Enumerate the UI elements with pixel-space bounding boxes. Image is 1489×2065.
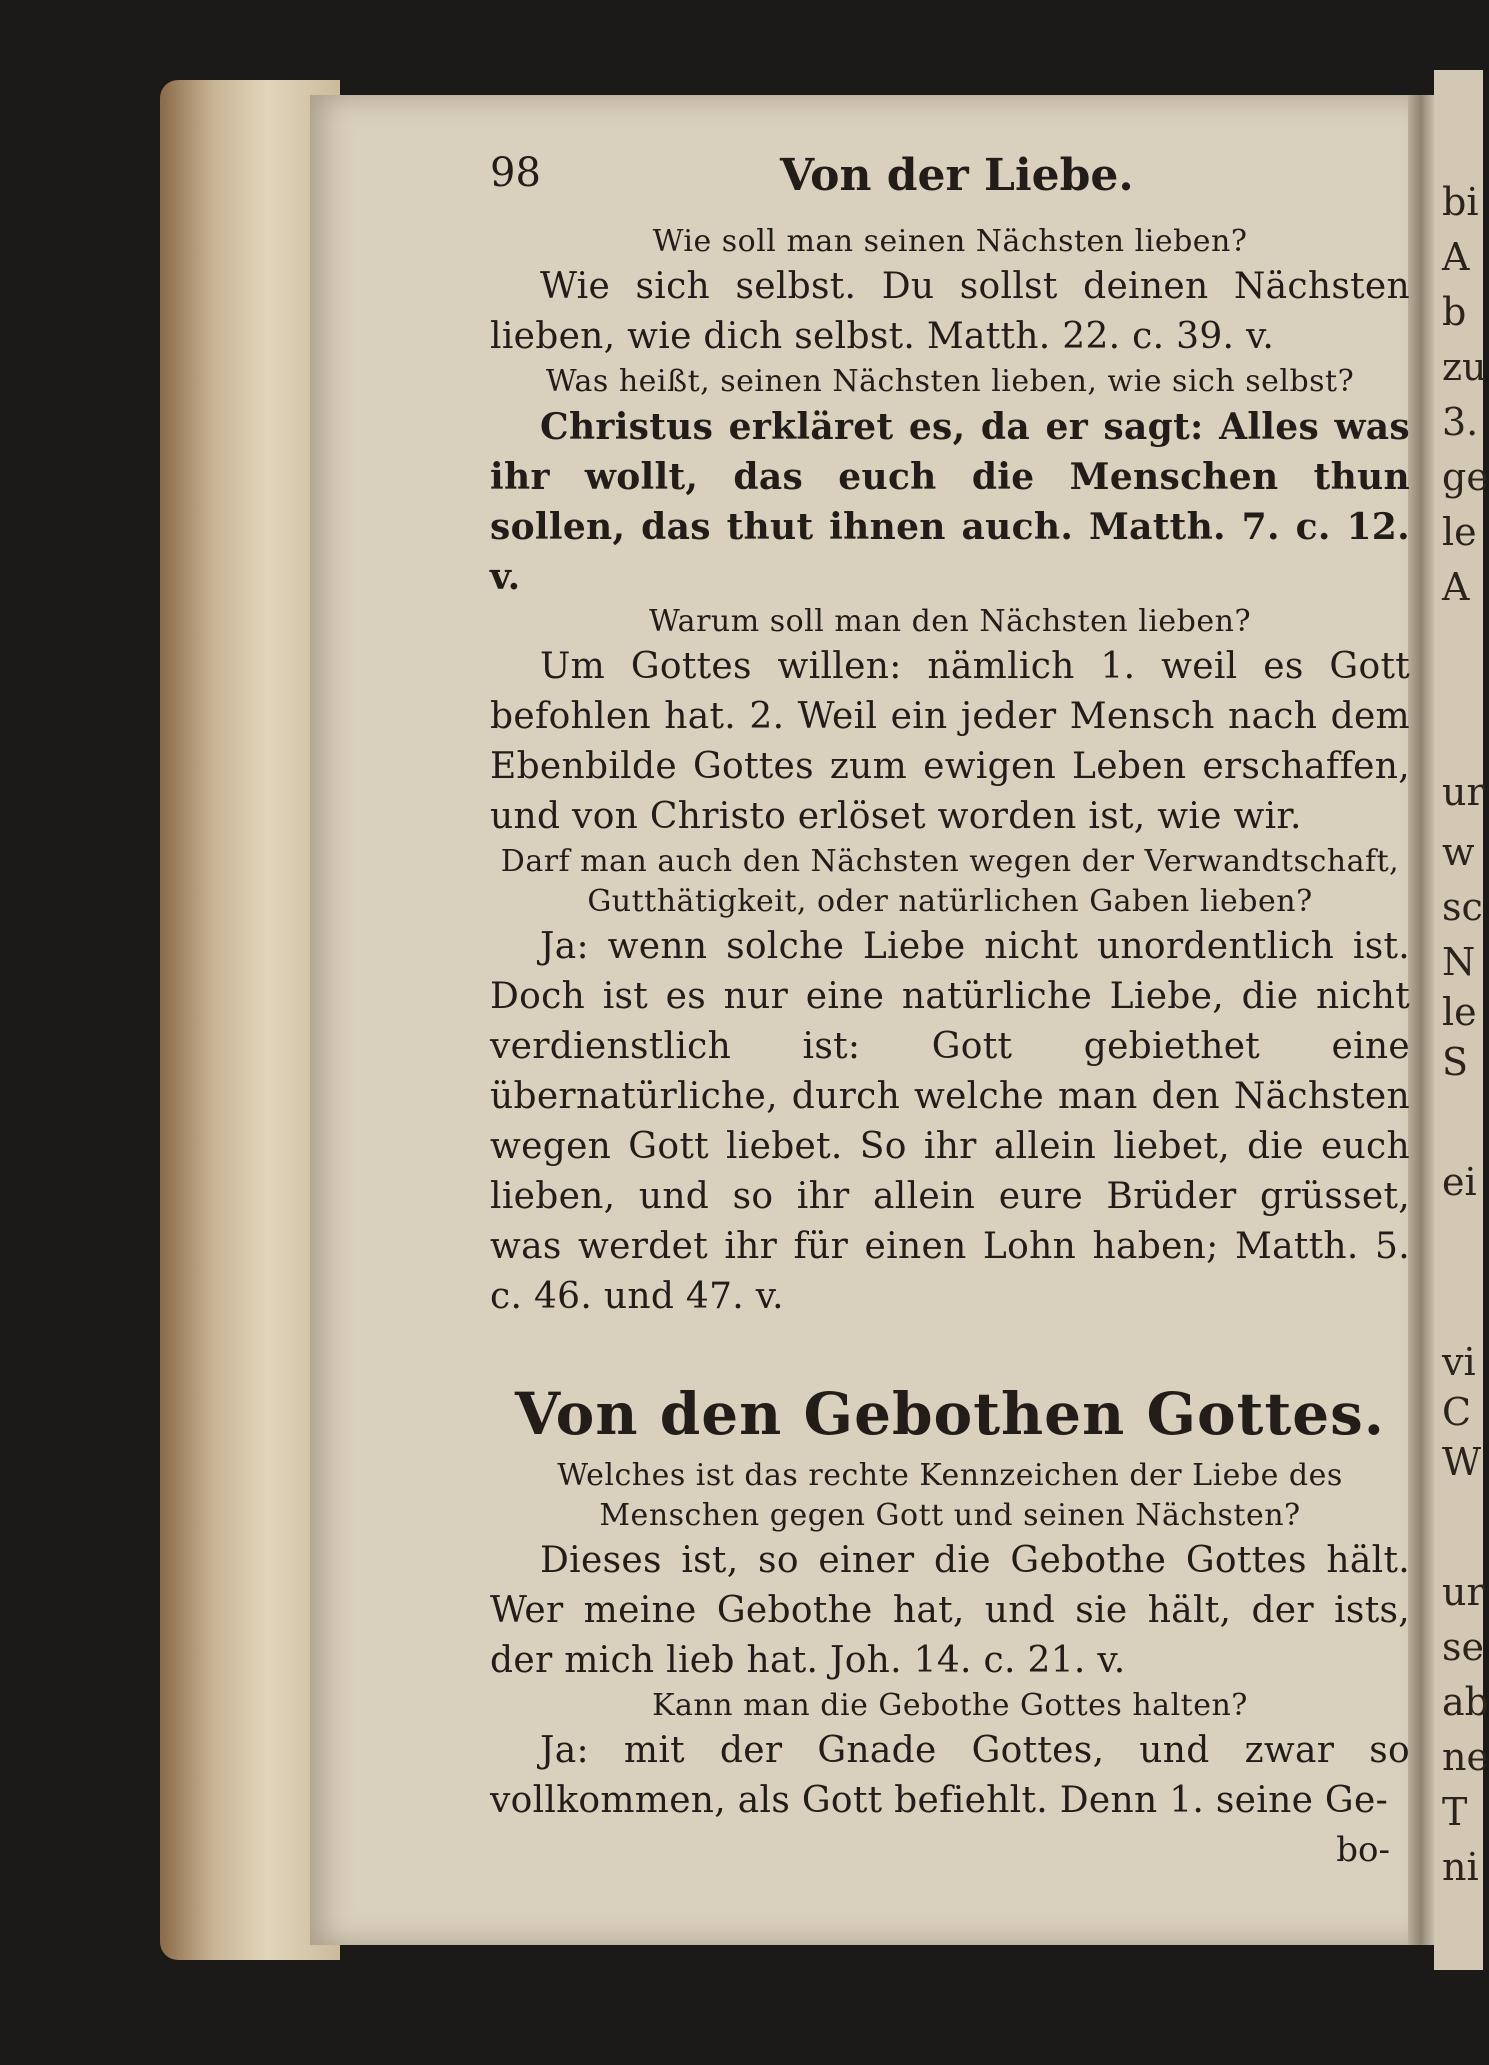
- facing-fragment: ab: [1442, 1680, 1489, 1724]
- question: Was heißt, seinen Nächsten lieben, wie sich selbst?: [545, 364, 1355, 399]
- facing-fragment: vi: [1442, 1340, 1476, 1384]
- question: Welches ist das rechte Kennzeichen der Liebe des Menschen gegen Gott und seinen Nächsten?: [557, 1458, 1343, 1533]
- facing-fragment: ur: [1442, 1570, 1485, 1614]
- page-number: 98: [490, 150, 541, 196]
- answer: Wie sich selbst. Du sollst deinen Nächsten lieben, wie dich selbst. Matth. 22. c. 39. v.: [490, 266, 1410, 357]
- facing-fragment: ne: [1442, 1735, 1489, 1779]
- answer: Dieses ist, so einer die Gebothe Gottes hält. Wer meine Gebothe hat, und sie hält, der ists, der mich lieb hat. Joh. 14. c. 21. v.: [490, 1540, 1410, 1681]
- page-header: [490, 150, 1410, 222]
- facing-fragment: A: [1442, 565, 1470, 609]
- facing-fragment: le: [1442, 510, 1477, 554]
- facing-fragment: zu: [1442, 345, 1487, 389]
- running-title: Von der Liebe.: [780, 150, 1134, 201]
- facing-fragment: ni: [1442, 1845, 1479, 1889]
- facing-fragment: ei: [1442, 1160, 1477, 1204]
- facing-fragment: sc: [1442, 885, 1483, 929]
- facing-fragment: S: [1442, 1040, 1469, 1084]
- facing-fragment: N: [1442, 940, 1476, 984]
- facing-fragment: bi: [1442, 180, 1479, 224]
- question: Kann man die Gebothe Gottes halten?: [652, 1688, 1248, 1723]
- section-heading: Von den Gebothen Gottes.: [515, 1380, 1385, 1448]
- book-gutter: [1408, 95, 1434, 1945]
- answer: Ja: wenn solche Liebe nicht unordentlich ist. Doch ist es nur eine natürliche Liebe, die nicht verdienstlich ist: Gott gebiethet eine übernatürliche, durch welche man den Nächsten wegen Gott liebet. So ihr allein liebet, die euch lieben, und so ihr allein eure Brüder grüsset, was werdet ihr für einen Lohn haben; Matth. 5. c. 46. und 47. v.: [490, 926, 1410, 1317]
- facing-fragment: A: [1442, 235, 1470, 279]
- facing-fragment: ur: [1442, 770, 1485, 814]
- page-content: [490, 150, 1410, 1870]
- question: Wie soll man seinen Nächsten lieben?: [652, 224, 1248, 259]
- facing-fragment: w: [1442, 830, 1475, 874]
- answer: Ja: mit der Gnade Gottes, und zwar so vollkommen, als Gott befiehlt. Denn 1. seine Ge-: [490, 1730, 1410, 1821]
- facing-fragment: W: [1442, 1440, 1482, 1484]
- facing-page: [1434, 70, 1489, 1970]
- facing-fragment: C: [1442, 1390, 1472, 1434]
- answer: Um Gottes willen: nämlich 1. weil es Gott befohlen hat. 2. Weil ein jeder Mensch nach dem Ebenbilde Gottes zum ewigen Leben erschaffen, und von Christo erlöset worden ist, wie wir.: [490, 646, 1410, 837]
- question: Warum soll man den Nächsten lieben?: [648, 604, 1252, 639]
- facing-fragment: 3.: [1442, 400, 1479, 444]
- facing-fragment: se: [1442, 1625, 1484, 1669]
- answer: Christus erkläret es, da er sagt: Alles was ihr wollt, das euch die Menschen thun sollen, das thut ihnen auch. Matth. 7. c. 12. v.: [490, 406, 1410, 598]
- facing-fragment: ge: [1442, 455, 1489, 499]
- facing-fragment: T: [1442, 1790, 1468, 1834]
- catchword: bo-: [1336, 1830, 1390, 1870]
- facing-fragment: le: [1442, 990, 1477, 1034]
- facing-fragment: b: [1442, 290, 1467, 334]
- question: Darf man auch den Nächsten wegen der Verwandtschaft, Gutthätigkeit, oder natürlichen Gaben lieben?: [500, 844, 1400, 919]
